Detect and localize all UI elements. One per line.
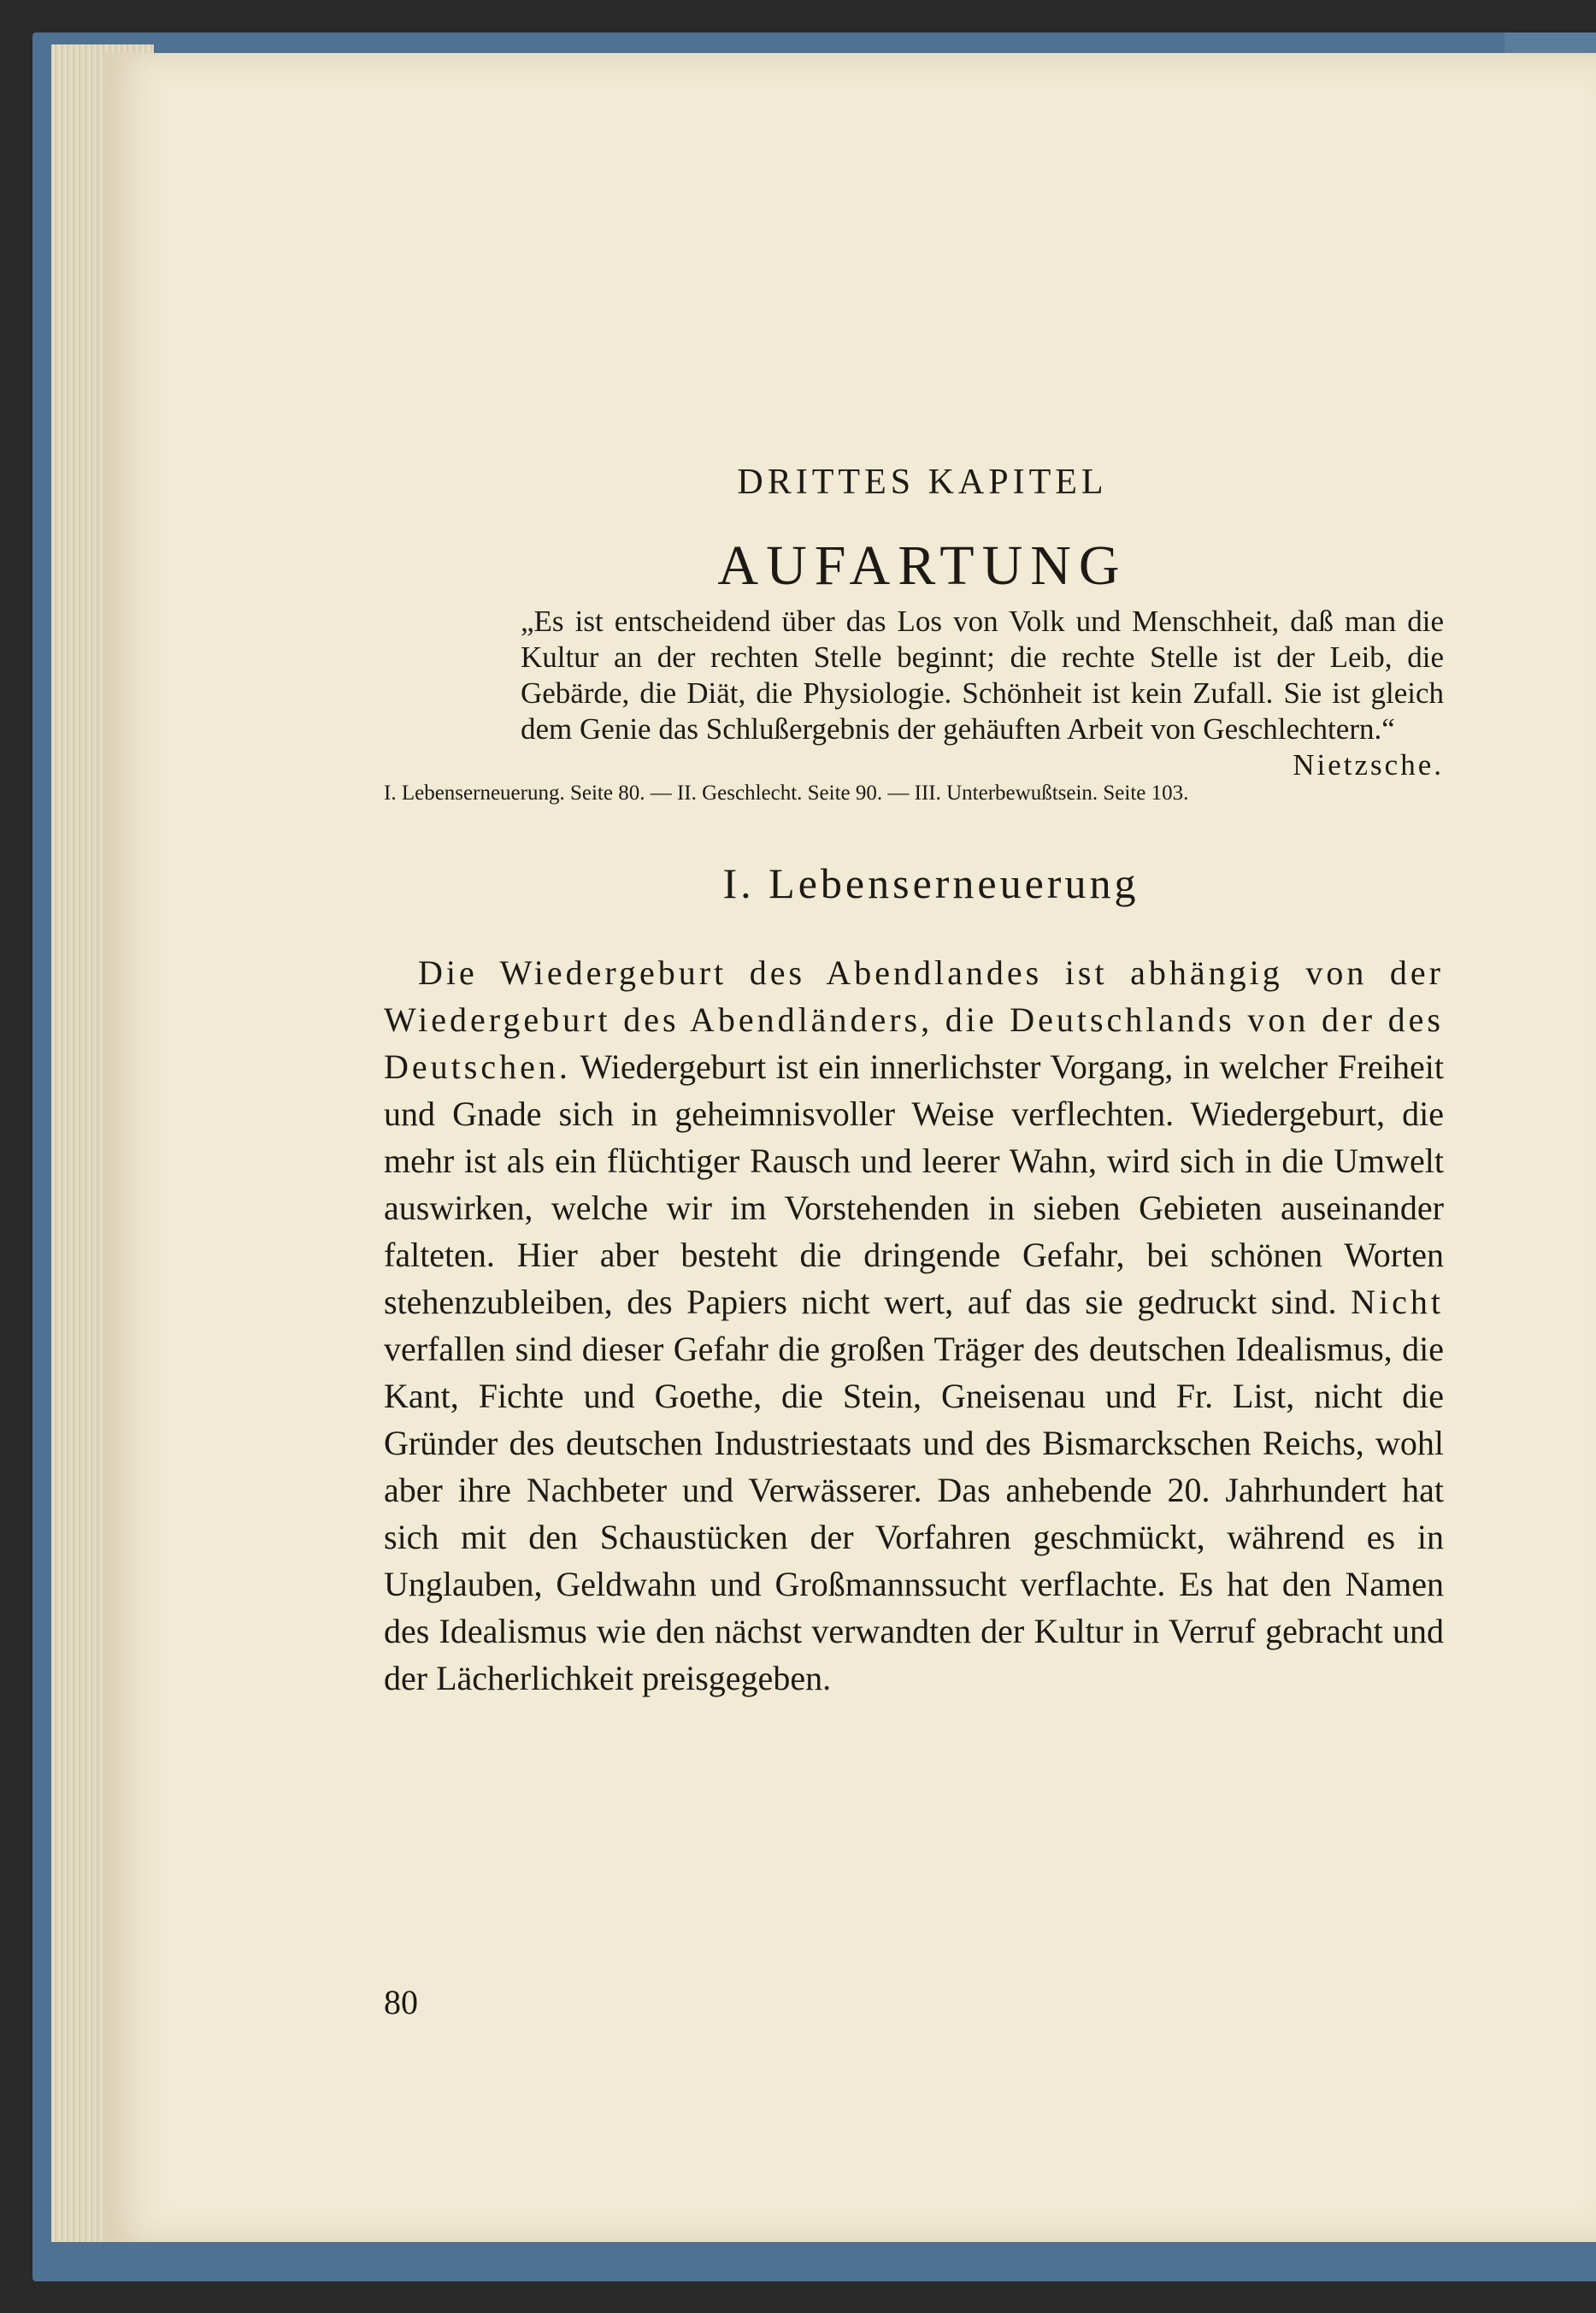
- epigraph: [521, 604, 1444, 782]
- page-number: 80: [384, 1983, 418, 2021]
- section-title: I. Lebenserneuerung: [722, 859, 1140, 907]
- chapter-title: AUFARTUNG: [717, 534, 1128, 597]
- chapter-heading: DRITTES KAPITEL: [737, 463, 1108, 502]
- spaced-intro: Die Wiedergeburt des Abendlandes ist abhängig von der Wiedergeburt des Abendländers, die Deutschlands von der des Deutschen.: [384, 953, 1444, 1086]
- epigraph-author: Nietzsche.: [1293, 748, 1444, 782]
- spaced-nicht: Nicht: [1351, 1283, 1444, 1321]
- page-content: [384, 445, 1444, 1702]
- chapter-contents: I. Lebenserneuerung. Seite 80. — II. Geschlecht. Seite 90. — III. Unterbewußtsein. Seite 103.: [384, 782, 1189, 805]
- body-paragraph: [384, 949, 1444, 1702]
- body-text-part-2: verfallen sind dieser Gefahr die großen Träger des deutschen Idealismus, die Kant, Fichte und Goethe, die Stein, Gneisenau und Fr. List, nicht die Gründer des deutschen Industriestaats und des Bismarckschen Reichs, wohl aber ihre Nachbeter und Verwässerer. Das anhebende 20. Jahrhundert hat sich mit den Schaustücken der Vorfahren geschmückt, während es in Unglauben, Geldwahn und Großmannssucht verflachte. Es hat den Namen des Idealismus wie den nächst verwandten der Kultur in Verruf gebracht und der Lächerlichkeit preisgegeben.: [384, 1330, 1444, 1697]
- epigraph-text: „Es ist entscheidend über das Los von Volk und Menschheit, daß man die Kultur an der rechten Stelle beginnt; die rechte Stelle ist der Leib, die Gebärde, die Diät, die Physiologie. Schönheit ist kein Zufall. Sie ist gleich dem Genie das Schlußergebnis der gehäuften Arbeit von Geschlechtern.“: [521, 605, 1444, 746]
- body-text-part-1: Wiedergeburt ist ein innerlichster Vorgang, in welcher Freiheit und Gnade sich in geheimnisvoller Weise verflechten. Wiedergeburt, die mehr ist als ein flüchtiger Rausch und leerer Wahn, wird sich in die Umwelt auswirken, welche wir im Vorstehenden in sieben Gebieten auseinander falteten. Hier aber besteht die dringende Gefahr, bei schönen Worten stehenzubleiben, des Papiers nicht wert, auf das sie gedruckt sind.: [384, 1047, 1444, 1321]
